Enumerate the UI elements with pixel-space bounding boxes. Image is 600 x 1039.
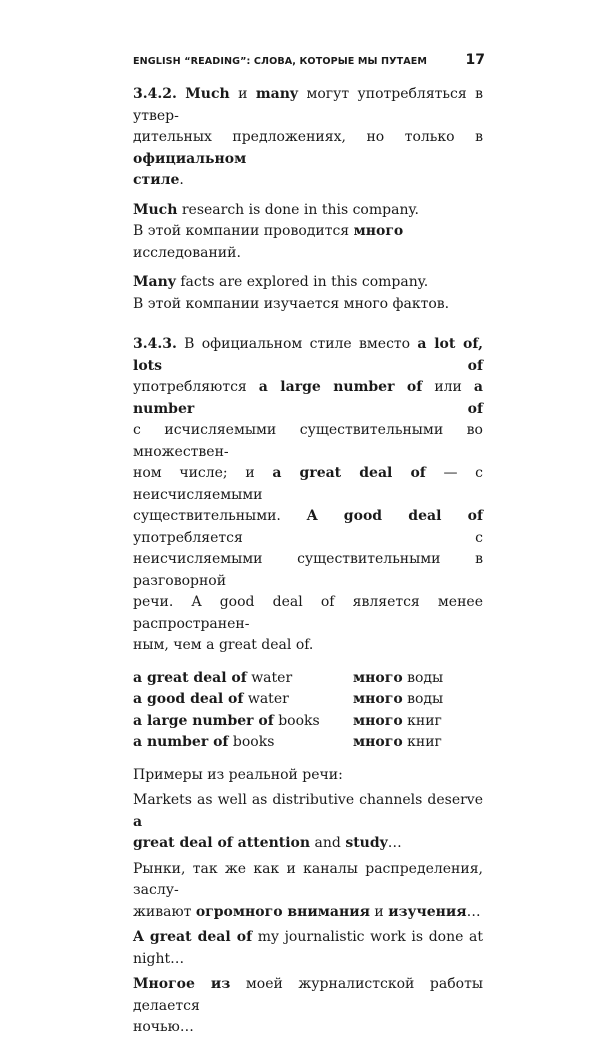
phrase-table — [133, 668, 483, 754]
section-343-line-3: с исчисляемыми существительными во множествен- — [133, 422, 483, 460]
header-title: ENGLISH “READING”: СЛОВА, КОТОРЫЕ МЫ ПУТАЕМ — [133, 56, 428, 67]
section-343-line-8: ным, чем a great deal of. — [133, 637, 314, 653]
phrase-ru: много книг — [353, 712, 442, 729]
section-number: 3.4.2. — [133, 86, 177, 102]
running-header — [133, 52, 485, 72]
table-row — [133, 732, 483, 754]
term-official: официальном — [133, 150, 247, 167]
section-342-line-2: дительных предложениях, но только в официальном — [133, 129, 483, 167]
example-many-en: Many facts are explored in this company. — [133, 274, 429, 290]
section-343-line-5: существительными. A good deal of употребляется с — [133, 508, 484, 546]
example-1-en-line-2: great deal of attention and study… — [133, 835, 402, 851]
example-1-ru-line-2: живают огромного внимания и изучения… — [133, 903, 481, 920]
phrase-ru: много воды — [353, 669, 444, 686]
table-row — [133, 711, 483, 733]
section-343-line-4: ном числе; и a great deal of — с неисчисляемыми — [133, 465, 484, 503]
example-much-ru: В этой компании проводится много исследований. — [133, 223, 404, 261]
example-2-ru-line-1: Многое из моей журналистской работы делается — [133, 976, 483, 1014]
phrase-ru: много книг — [353, 734, 442, 750]
example-2-en-line-1: A great deal of my journalistic work is done at — [133, 929, 483, 945]
example-1-en-line-1: Markets as well as distributive channels deserve a — [133, 792, 483, 830]
example-much-en: Much research is done in this company. — [133, 201, 419, 218]
page-number: 17 — [465, 52, 485, 68]
term-style: стиле — [133, 172, 180, 188]
section-343-line-7: речи. A good deal of является менее распространен- — [133, 594, 483, 632]
example-2-ru-line-2: ночью… — [133, 1019, 194, 1035]
section-342-line-3: стиле. — [133, 172, 184, 188]
section-343-line-2: употребляются a large number of или a number of — [133, 379, 483, 417]
section-number: 3.4.3. — [133, 336, 177, 352]
phrase-en: a great deal of water — [133, 669, 293, 686]
table-row — [133, 668, 483, 690]
example-1-ru-line-1: Рынки, так же как и каналы распределения, заслу- — [133, 860, 483, 898]
term-many: many — [255, 86, 299, 102]
page-body — [133, 84, 483, 1039]
term-much: Much — [185, 86, 230, 102]
phrase-en: a number of books — [133, 734, 275, 750]
section-342-line-1: 3.4.2. Much и many могут употребляться в утвер- — [133, 86, 483, 124]
example-2-en-line-2: night… — [133, 950, 185, 967]
phrase-ru: много воды — [353, 691, 444, 707]
table-row — [133, 689, 483, 711]
examples-intro: Примеры из реальной речи: — [133, 766, 343, 783]
phrase-en: a large number of books — [133, 712, 320, 729]
section-343-line-6: неисчисляемыми существительными в разговорной — [133, 551, 483, 589]
phrase-en: a good deal of water — [133, 691, 289, 707]
section-343-line-1: 3.4.3. В официальном стиле вместо a lot of, lots of — [133, 336, 483, 374]
example-many-ru: В этой компании изучается много фактов. — [133, 295, 450, 312]
